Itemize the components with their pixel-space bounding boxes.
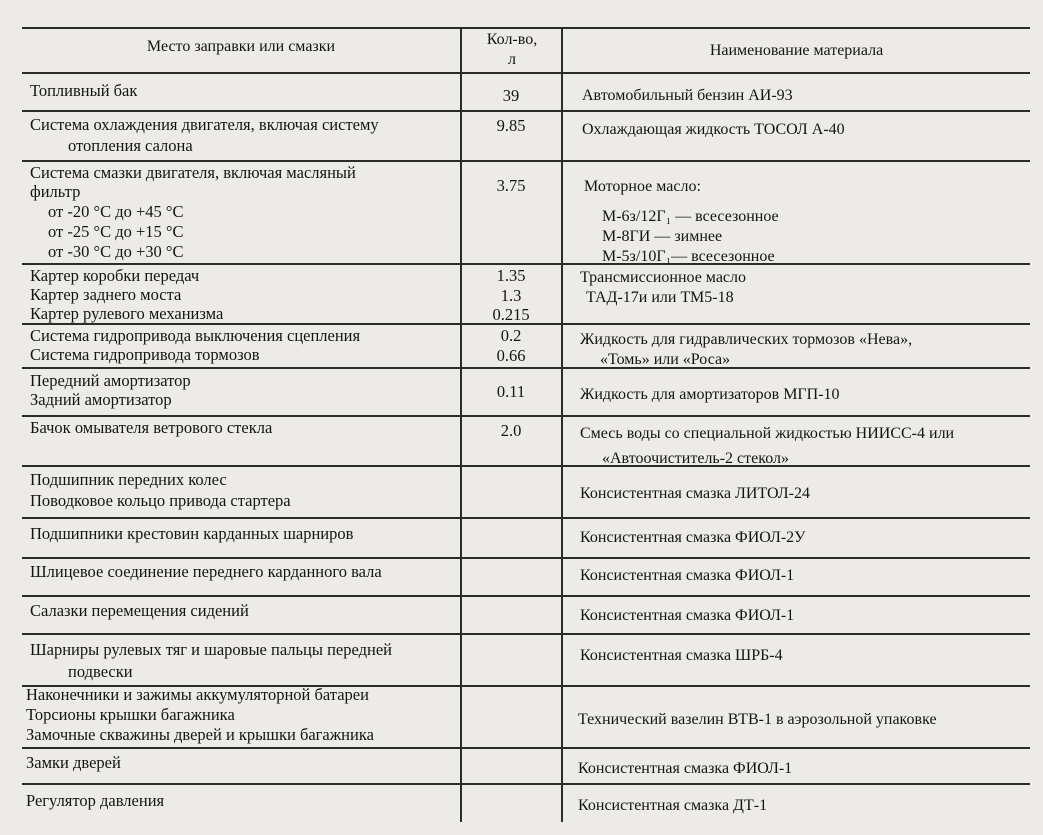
place-cell: Топливный бак <box>30 81 138 100</box>
place-cell: Бачок омывателя ветрового стекла <box>30 418 273 437</box>
place-cell: Подшипники крестовин карданных шарниров <box>30 524 354 543</box>
column-divider-1 <box>460 27 462 822</box>
place-cell: Система гидропривода тормозов <box>30 345 260 364</box>
place-cell: Регулятор давления <box>26 791 165 810</box>
header-qty-line2: л <box>508 51 516 68</box>
row-rule <box>22 415 1030 417</box>
place-cell: от -30 °С до +30 °С <box>48 242 184 261</box>
qty-cell: 0.2 <box>500 326 522 345</box>
material-cell: «Томь» или «Роса» <box>600 351 731 368</box>
place-cell: Замочные скважины дверей и крышки багажника <box>26 725 374 744</box>
place-cell: Замки дверей <box>26 753 121 772</box>
place-cell: Наконечники и зажимы аккумуляторной батареи <box>26 685 369 704</box>
material-cell: Консистентная смазка ФИОЛ-1 <box>580 567 795 584</box>
row-rule <box>22 633 1030 635</box>
qty-cell: 2.0 <box>500 421 522 440</box>
place-cell: Шарниры рулевых тяг и шаровые пальцы передней <box>30 640 392 659</box>
column-divider-2 <box>561 27 563 822</box>
place-cell: Салазки перемещения сидений <box>30 601 249 620</box>
place-cell: Поводковое кольцо привода стартера <box>30 491 291 510</box>
row-rule <box>22 367 1030 369</box>
place-cell: подвески <box>68 662 133 681</box>
row-rule <box>22 747 1030 749</box>
material-cell: Консистентная смазка ФИОЛ-1 <box>578 760 793 777</box>
row-rule <box>22 263 1030 265</box>
material-cell: Жидкость для амортизаторов МГП-10 <box>580 386 840 403</box>
header-material: Наименование материала <box>709 42 884 59</box>
place-cell: Система гидропривода выключения сцепления <box>30 326 361 345</box>
material-cell: Технический вазелин ВТВ-1 в аэрозольной упаковке <box>578 711 937 728</box>
material-cell: Консистентная смазка ДТ-1 <box>578 797 768 814</box>
table-top-rule <box>22 27 1030 29</box>
row-rule <box>22 517 1030 519</box>
material-cell: Автомобильный бензин АИ-93 <box>582 87 793 104</box>
place-cell: Торсионы крышки багажника <box>26 705 235 724</box>
header-qty-line1: Кол-во, <box>486 31 538 48</box>
qty-cell: 0.66 <box>496 346 526 365</box>
row-rule <box>22 160 1030 162</box>
material-cell: М-6з/12Г₁ — всесезонное <box>602 208 779 225</box>
header-place: Место заправки или смазки <box>146 38 336 55</box>
qty-cell: 9.85 <box>496 116 526 135</box>
row-rule <box>22 110 1030 112</box>
place-cell: Подшипник передних колес <box>30 470 227 489</box>
row-rule <box>22 595 1030 597</box>
material-cell: Консистентная смазка ФИОЛ-2У <box>580 529 806 546</box>
place-cell: Задний амортизатор <box>30 390 172 409</box>
place-cell: от -20 °С до +45 °С <box>48 202 184 221</box>
row-rule <box>22 557 1030 559</box>
material-cell: Жидкость для гидравлических тормозов «Нева», <box>580 331 913 348</box>
qty-cell: 3.75 <box>496 176 526 195</box>
qty-cell: 1.3 <box>500 286 522 305</box>
place-cell: Система охлаждения двигателя, включая систему <box>30 115 379 134</box>
row-rule <box>22 465 1030 467</box>
qty-cell: 1.35 <box>496 266 526 285</box>
qty-cell: 0.11 <box>496 382 526 401</box>
row-rule <box>22 783 1030 785</box>
place-cell: Картер коробки передач <box>30 266 200 285</box>
material-cell: Консистентная смазка ФИОЛ-1 <box>580 607 795 624</box>
place-cell: от -25 °С до +15 °С <box>48 222 184 241</box>
place-cell: фильтр <box>30 182 81 201</box>
material-cell: Консистентная смазка ЛИТОЛ-24 <box>580 485 810 502</box>
place-cell: Система смазки двигателя, включая масляный <box>30 163 356 182</box>
qty-cell: 0.215 <box>492 305 530 324</box>
place-cell: Передний амортизатор <box>30 371 191 390</box>
material-cell: ТАД-17и или ТМ5-18 <box>586 289 734 306</box>
header-bottom-rule <box>22 72 1030 74</box>
qty-cell: 39 <box>502 86 520 105</box>
material-cell: «Автоочиститель-2 стекол» <box>602 450 789 467</box>
place-cell: отопления салона <box>68 136 193 155</box>
material-cell: Охлаждающая жидкость ТОСОЛ А-40 <box>582 121 845 138</box>
material-cell: Моторное масло: <box>584 178 701 195</box>
material-cell: М-5з/10Г₁— всесезонное <box>602 248 775 265</box>
place-cell: Шлицевое соединение переднего карданного вала <box>30 562 382 581</box>
material-cell: М-8ГИ — зимнее <box>602 228 723 245</box>
material-cell: Смесь воды со специальной жидкостью НИИСС-4 или <box>580 425 955 442</box>
material-cell: Консистентная смазка ШРБ-4 <box>580 647 783 664</box>
place-cell: Картер рулевого механизма <box>30 304 224 323</box>
material-cell: Трансмиссионное масло <box>580 269 747 286</box>
place-cell: Картер заднего моста <box>30 285 182 304</box>
